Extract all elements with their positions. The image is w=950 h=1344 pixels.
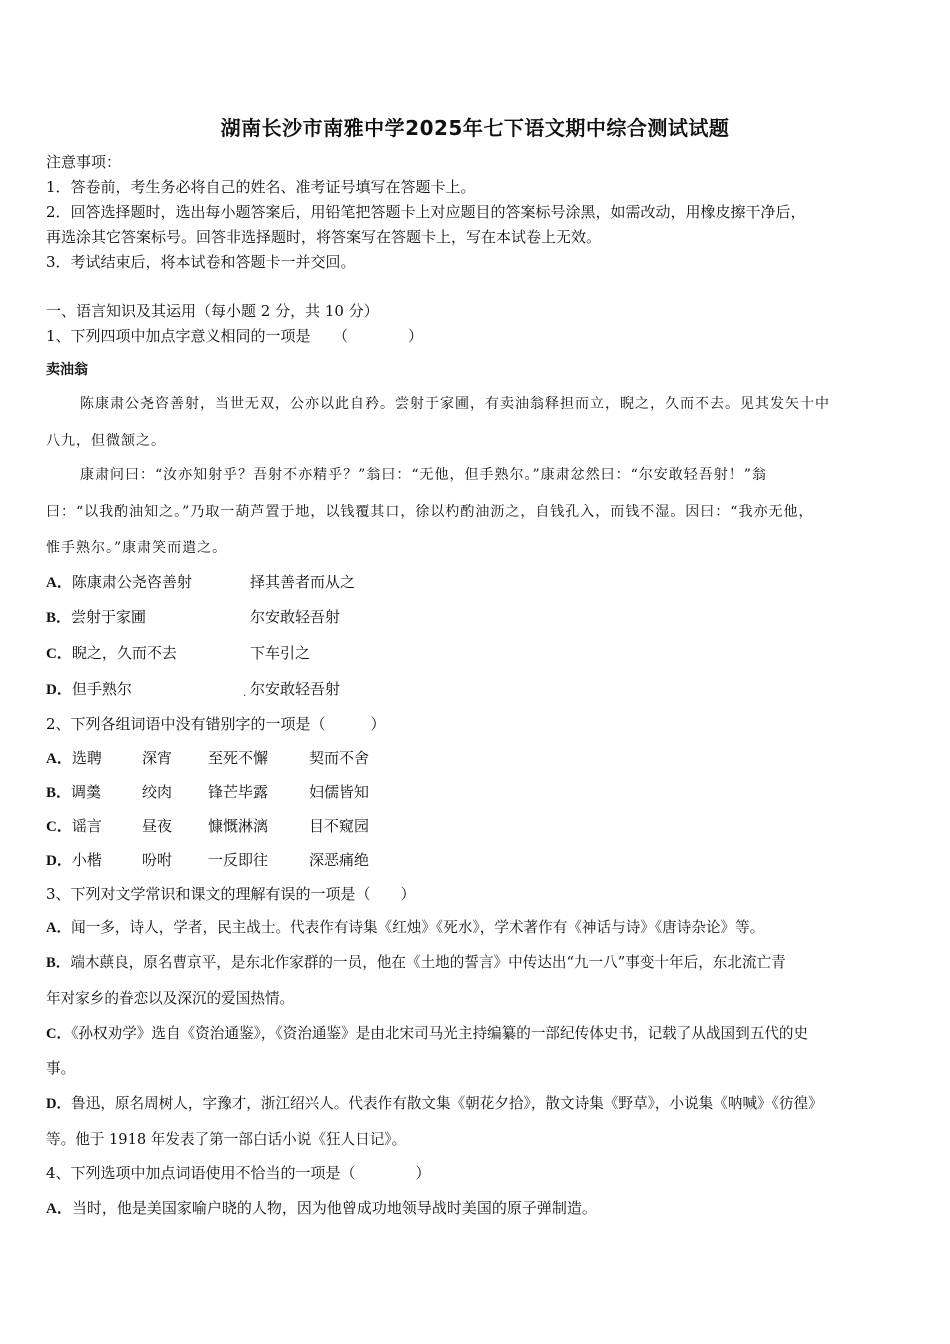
page-title: 湖南长沙市南雅中学2025年七下语文期中综合测试试题: [220, 116, 730, 140]
option-d-pair: 尔安敢轻吾射: [250, 680, 341, 698]
option-word: 妇儒皆知: [309, 783, 370, 801]
option-word: 一反即往: [208, 851, 269, 869]
option-text: 端木蕻良，原名曹京平，是东北作家群的一员，他在《土地的誓言》中传达出“九一八”事变十年后，东北流亡青: [70, 954, 786, 971]
option-text: 陈康肃公尧咨善射: [71, 573, 192, 591]
option-word: 锋芒毕露: [208, 783, 269, 801]
option-label: B．: [46, 785, 72, 801]
notice-item: 再选涂其它答案标号。回答非选择题时，将答案写在答题卡上，写在本试卷上无效。: [46, 228, 602, 246]
option-label: D．: [46, 682, 72, 698]
option-a[interactable]: [46, 748, 102, 769]
notice-item: 2．回答选择题时，选出每小题答案后，用铅笔把答题卡上对应题目的答案标号涂黑，如需改动，用橡皮擦干净后，: [46, 203, 806, 221]
option-label: D．: [46, 853, 72, 869]
passage-line: 曰：“以我酌油知之。”乃取一葫芦置于地，以钱覆其口，徐以杓酌油沥之，自钱孔入，而钱不湿。因曰：“我亦无他，: [46, 504, 814, 520]
notice-item: 1．答卷前，考生务必将自己的姓名、准考证号填写在答题卡上。: [46, 178, 476, 196]
option-label: D．: [46, 1096, 72, 1112]
passage-line: 陈康肃公尧咨善射，当世无双，公亦以此自矜。尝射于家圃，有卖油翁释担而立，睨之，久而不去。见其发矢十中: [80, 396, 830, 412]
option-text: 闻一多，诗人，学者，民主战士。代表作有诗集《红烛》《死水》，学术著作有《神话与诗》《唐诗杂论》等。: [71, 919, 765, 936]
notice-item: 3．考试结束后，将本试卷和答题卡一并交回。: [46, 253, 356, 271]
option-word: 小楷: [71, 851, 102, 869]
question-2-stem: 2、下列各组词语中没有错别字的一项是（ ）: [46, 715, 386, 733]
notice-heading: 注意事项：: [46, 153, 122, 171]
option-label: C．: [46, 1026, 72, 1042]
option-c[interactable]: [46, 643, 177, 664]
option-word: 绞肉: [142, 783, 173, 801]
option-d[interactable]: [46, 850, 102, 871]
question-4-stem: 4、下列选项中加点词语使用不恰当的一项是（ ）: [46, 1164, 431, 1182]
option-a[interactable]: [46, 918, 764, 938]
option-word: 深恶痛绝: [309, 851, 370, 869]
option-word: 吩咐: [142, 851, 173, 869]
option-b[interactable]: [46, 607, 146, 628]
option-word: 选聘: [71, 749, 102, 767]
option-b[interactable]: [46, 953, 786, 973]
option-c[interactable]: [46, 1024, 808, 1044]
section-heading: 一、语言知识及其运用（每小题 2 分，共 10 分）: [46, 302, 379, 320]
option-word: 契而不舍: [309, 749, 370, 767]
option-word: 目不窥园: [309, 817, 370, 835]
option-word: 慷慨淋漓: [208, 817, 269, 835]
option-text-continued: 事。: [46, 1060, 76, 1077]
emphasis-dot: .: [243, 688, 247, 699]
option-text-continued: 等。他于 1918 年发表了第一部白话小说《狂人日记》。: [46, 1131, 407, 1148]
passage-line: 惟手熟尔。”康肃笑而遣之。: [46, 540, 228, 556]
option-text: 鲁迅，原名周树人，字豫才，浙江绍兴人。代表作有散文集《朝花夕拾》，散文诗集《野草》，小说集《呐喊》《彷徨》: [71, 1095, 823, 1112]
option-word: 昼夜: [142, 817, 173, 835]
passage-line: 康肃问曰：“汝亦知射乎？吾射不亦精乎？”翁曰：“无他，但手熟尔。”康肃忿然曰：“尔安敢轻吾射！”翁: [80, 467, 767, 483]
option-c-pair: 下车引之: [250, 644, 311, 662]
option-d[interactable]: [46, 1094, 823, 1114]
option-text: 当时，他是美国家喻户晓的人物，因为他曾成功地领导战时美国的原子弹制造。: [71, 1199, 597, 1217]
option-label: A．: [46, 575, 72, 591]
option-text: 尝射于家圃: [71, 608, 147, 626]
option-word: 深宵: [142, 749, 173, 767]
passage-line: 八九，但微颔之。: [46, 433, 166, 449]
option-word: 谣言: [71, 817, 102, 835]
option-label: B．: [46, 610, 72, 626]
option-a[interactable]: [46, 572, 192, 593]
option-label: A．: [46, 751, 72, 767]
option-label: C．: [46, 646, 72, 662]
option-c[interactable]: [46, 816, 102, 837]
option-label: C．: [46, 819, 72, 835]
option-text-continued: 年对家乡的眷恋以及深沉的爱国热情。: [46, 990, 295, 1007]
option-label: A．: [46, 1201, 72, 1217]
option-label: B．: [46, 955, 71, 971]
option-d[interactable]: [46, 679, 132, 700]
option-label: A．: [46, 920, 72, 936]
option-b-pair: 尔安敢轻吾射: [250, 608, 341, 626]
option-text: 但手熟尔: [71, 680, 132, 698]
option-a-pair: 择其善者而从之: [250, 573, 356, 591]
option-word: 至死不懈: [208, 749, 269, 767]
option-a[interactable]: [46, 1198, 597, 1219]
option-word: 调羹: [71, 783, 102, 801]
question-3-stem: 3、下列对文学常识和课文的理解有误的一项是（ ）: [46, 885, 416, 903]
option-b[interactable]: [46, 782, 101, 803]
question-1-stem: 1、下列四项中加点字意义相同的一项是 （ ）: [46, 327, 424, 345]
option-text: 《孙权劝学》选自《资治通鉴》，《资治通鉴》是由北宋司马光主持编纂的一部纪传体史书，记载了从战国到五代的史: [71, 1025, 809, 1042]
option-text: 睨之，久而不去: [71, 644, 177, 662]
passage-title: 卖油翁: [46, 362, 88, 378]
